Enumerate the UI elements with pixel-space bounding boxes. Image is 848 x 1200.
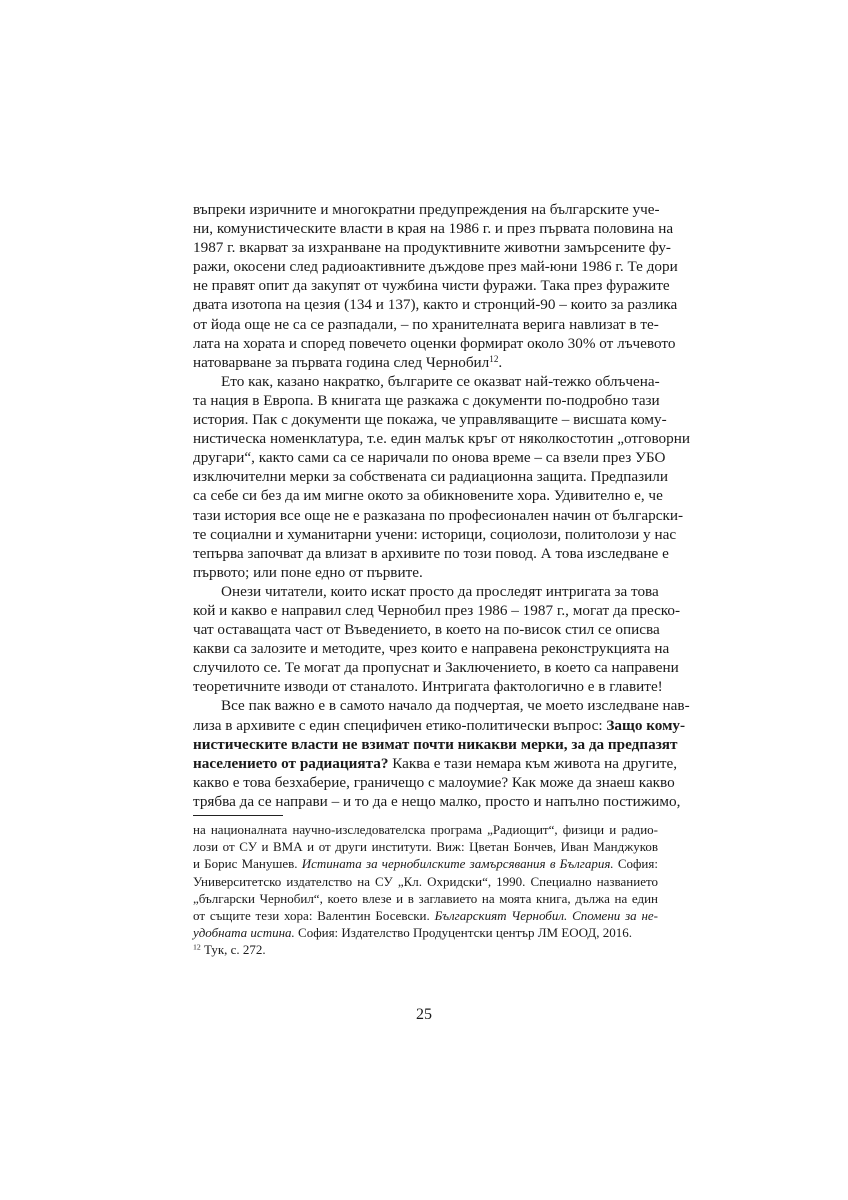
footnote-line [193, 821, 658, 838]
body-line [193, 563, 658, 582]
text-segment: Ето как, казано накратко, българите се оказват най-тежко облъчена- [221, 372, 660, 390]
body-line [193, 582, 658, 601]
body-line [193, 257, 678, 276]
body-line [193, 658, 679, 677]
footnote-ref: 12 [193, 943, 201, 953]
text-segment: Все пак важно е в самото начало да подчертая, че моето изследване нав- [221, 697, 690, 715]
body-line [193, 219, 674, 238]
body-line [193, 696, 690, 715]
text-segment: другари“, както сами са се наричали по онова време – са взели през УБО [193, 449, 666, 467]
text-segment: и Борис Манушев. [193, 856, 302, 872]
body-line [193, 334, 676, 353]
text-segment: тази история все още не е разказана по професионален начин от български- [193, 506, 684, 524]
italic-text: удобната истина. [193, 925, 295, 941]
text-segment: кой и какво е направил след Чернобил през 1986 – 1987 г., могат да преско- [193, 601, 681, 619]
text-segment: та нация в Европа. В книгата ще разкажа с документи по-подробно тази [193, 391, 660, 409]
text-segment: от йода още не са се разпадали, – по хранителната верига навлизат в те- [193, 315, 659, 333]
footnote-line [193, 924, 658, 941]
text-segment: лиза в архивите с един специфичен етико-политически въпрос: [193, 716, 607, 734]
text-segment: Каква е тази немара към живота на другите, [388, 754, 678, 772]
body-line [193, 773, 675, 792]
footnote-separator [193, 815, 283, 816]
body-line [193, 353, 658, 372]
italic-text: Истината за чернобилските замърсявания в България. [301, 856, 614, 872]
body-line [193, 372, 658, 391]
body-line [193, 467, 669, 486]
footnote-line [193, 855, 658, 872]
bold-text: нистическите власти не взимат почти никакви мерки, за да предпазят [193, 735, 678, 753]
text-segment: първото; или поне едно от първите. [193, 563, 423, 581]
text-segment: тепърва започват да влизат в архивите по този повод. А това изследване е [193, 544, 669, 562]
body-line [193, 792, 681, 811]
body-line [193, 429, 690, 448]
body-line [193, 601, 681, 620]
text-segment: нистическа номенклатура, т.е. един малък кръг от няколкостотин „отговорни [193, 430, 690, 448]
text-segment: въпреки изричните и многократни предупреждения на българските уче- [193, 201, 660, 218]
footnotes [193, 821, 658, 959]
text-segment: история. Пак с документи ще покажа, че управляващите – висшата кому- [193, 411, 667, 429]
italic-text: Българският Чернобил. Спомени за не- [434, 908, 658, 924]
body-line [193, 276, 670, 295]
text-segment: София: Издателство Продуцентски център ЛМ ЕООД, 2016. [294, 925, 633, 941]
text-segment: трябва да се направи – и то да е нещо малко, просто и напълно постижимо, [193, 792, 681, 810]
body-line [193, 200, 658, 219]
body-line [193, 544, 669, 563]
body-line [193, 677, 663, 696]
body-line [193, 735, 678, 754]
body-line [193, 315, 658, 334]
bold-text: Защо кому- [606, 716, 686, 734]
text-segment: чат оставащата част от Въведението, в което на по-висок стил се описва [193, 621, 660, 639]
text-segment: „български Чернобил“, което влезе и в заглавието на моята книга, дължа на един [193, 890, 658, 906]
text-segment: двата изотопа на цезия (134 и 137), както и стронций-90 – които за разлика [193, 296, 678, 314]
footnote-line [193, 907, 658, 924]
footnote-ref: 12 [489, 353, 499, 364]
text-segment: не правят опит да закупят от чужбина чисти фуражи. Така през фуражите [193, 277, 670, 295]
text-segment: са себе си без да им мигне окото за обикновените хора. Удивително е, че [193, 487, 663, 505]
text-segment: София: [613, 856, 658, 872]
text-segment: Университетско издателство на СУ „Кл. Охридски“, 1990. Специално названието [193, 873, 658, 889]
text-segment: натоварване за първата година след Чернобил [193, 353, 490, 371]
text-segment: случилото се. Те могат да пропуснат и Заключението, в което са направени [193, 659, 679, 677]
body-line [193, 486, 663, 505]
body-line [193, 525, 677, 544]
text-segment: лози от СУ и ВМА и от други институти. Виж: Цветан Бончев, Иван Манджуков [193, 839, 658, 855]
text-segment: . [498, 353, 503, 371]
text-segment: 1987 г. вкарват за изхранване на продуктивните животни замърсените фу- [193, 239, 671, 257]
text-segment: теоретичните изводи от станалото. Интригата фактологично е в главите! [193, 678, 663, 696]
body-line [193, 295, 678, 314]
text-segment: от същите тези хора: Валентин Босевски. [193, 908, 435, 924]
body-line [193, 754, 678, 773]
body-line [193, 391, 658, 410]
bold-text: населението от радиацията? [193, 754, 389, 772]
body-line [193, 716, 686, 735]
text-segment: какви са залозите и методите, чрез които е направена реконструкцията на [193, 640, 670, 658]
text-segment: ражи, окосени след радиоактивните дъждове през май-юни 1986 г. Те дори [193, 258, 678, 276]
body-line [193, 506, 684, 525]
body-line [193, 410, 667, 429]
footnote-line [193, 873, 658, 890]
text-segment: Онези читатели, които искат просто да проследят интригата за това [221, 582, 659, 600]
body-line [193, 620, 658, 639]
text-segment: изключителни мерки за собствената си радиационна защита. Предпазили [193, 468, 669, 486]
footnote-line [193, 838, 658, 855]
footnote-line [193, 941, 658, 958]
text-segment: Тук, с. 272. [200, 942, 266, 958]
text-segment: на националната научно-изследователска програма „Радиощит“, физици и радио- [193, 822, 658, 837]
text-segment: ни, комунистическите власти в края на 1986 г. и през първата половина на [193, 220, 674, 238]
body-line [193, 639, 670, 658]
footnote-line [193, 890, 658, 907]
text-segment: те социални и хуманитарни учени: историци, социолози, политолози у нас [193, 525, 677, 543]
text-segment: какво е това безхаберие, граничещо с малоумие? Как може да знаеш какво [193, 773, 675, 791]
body-line [193, 448, 666, 467]
text-segment: лата на хората и според повечето оценки формират около 30% от лъчевото [193, 334, 676, 352]
page-number: 25 [416, 1006, 432, 1023]
body-text [193, 200, 690, 811]
body-line [193, 238, 671, 257]
